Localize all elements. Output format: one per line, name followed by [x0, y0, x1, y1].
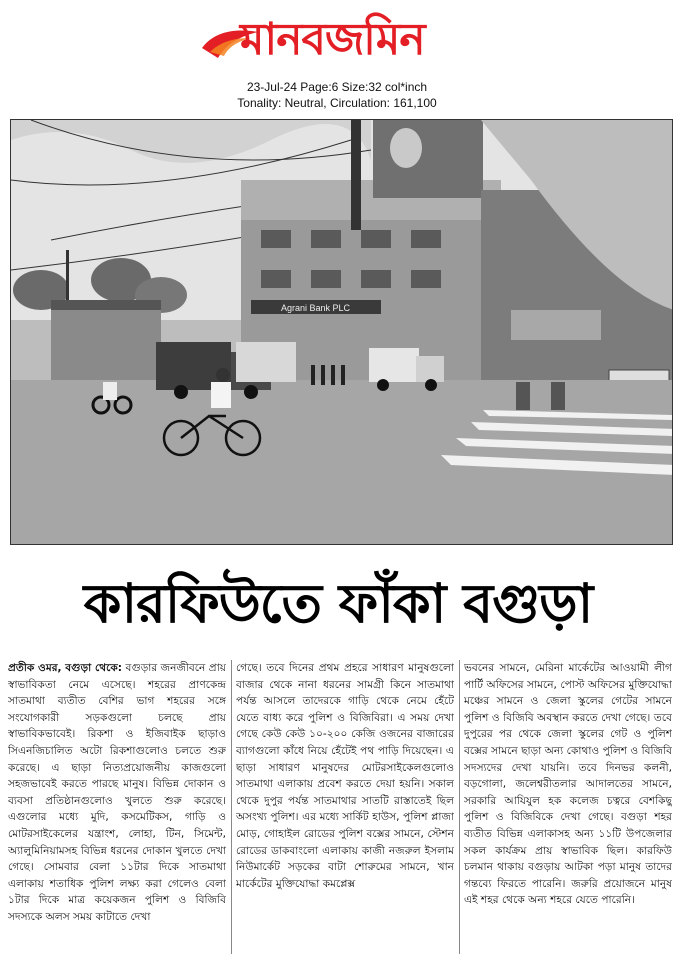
- logo-text: মানবজমিন: [240, 14, 425, 65]
- bank-sign: Agrani Bank PLC: [281, 303, 351, 313]
- clip-meta-tonality: Tonality: Neutral, Circulation: 161,100: [237, 96, 437, 110]
- newspaper-logo: [200, 8, 480, 74]
- article-text-col3: ভবনের সামনে, মেরিনা মার্কেটের আওয়ামী লীগ পার্টি অফিসের সামনে, পোস্ট অফিসের মুক্তিযোদ্ধা মঞ্চের সামনে ও জেলা স্কুলের গেটের সামনে পুলিশ ও বিজিবি অবস্থান করতে দেখা গেছে। তবে দুপুরের পর থেকে জেলা স্কুলের গেট ও পুলিশ বক্সের সামনে ছাড়া অন্য কোথাও পুলিশ ও বিজিবি সদস্যদের দেখা যায়নি। তবে দিনভর কলনী, বড়গোলা, জলেশ্বরীতলার আদালতের সামনে, সরকারি আযিযুল হক কলেজ চত্বরে বেশকিছু পুলিশ ও বিজিবিকে দেখা গেছে। বগুড়া শহর ব্যতীত বিভিন্ন এলাকাসহ অন্য ১১টি উপজেলার সকল কার্যক্রম প্রায় স্বাভাবিক ছিল। কারফিউ চলমান থাকায় বগুড়ায় আটকা পড়া মানুষ তাদের গন্তব্যে ফিরতে পারেনি। জরুরি প্রয়োজনে মানুষ এই শহর থেকে অন্য শহরে যেতে পারেনি।: [464, 662, 672, 907]
- article-byline: প্রতীক ওমর, বগুড়া থেকে:: [8, 662, 123, 674]
- article-text-col1: বগুড়ার জনজীবনে প্রায় স্বাভাবিকতা নেমে এসেছে। শহরের প্রাণকেন্দ্র সাতমাথা ব্যতীত বেশির ভাগ শহরের সঙ্গে সংযোগকারী সড়কগুলো চলছে প্রায় স্বাভাবিকভাবেই। রিকশা ও ইজিবাইক ছাড়াও সিএনজিচালিত অটো রিকশাগুলোও চলতে শুরু করেছে। এ ছাড়া নিত্যপ্রয়োজনীয় কাজগুলো সহজভাবেই করতে পারছে মানুষ। বিভিন্ন দোকান ও ব্যবসা প্রতিষ্ঠানগুলোও খুলতে শুরু করেছে। এগুলোর মধ্যে মুদি, কসমেটিকস, গাড়ি ও মোটরসাইকেলের যন্ত্রাংশ, লোহা, টিন, সিমেন্ট, অ্যালুমিনিয়ামসহ বিভিন্ন ধরনের দোকান খুলতে দেখা গেছে। সোমবার বেলা ১১টার দিকে সাতমাথা এলাকায় শতাধিক পুলিশ লক্ষ্য করা গেলেও বেলা ১টার দিকে মাত্র কয়েকজন পুলিশ ও বিজিবি সদস্যকে অলস সময় কাটাতে দেখা: [8, 662, 226, 923]
- clip-meta-date-page: 23-Jul-24 Page:6 Size:32 col*inch: [246, 80, 428, 94]
- article-column-3: [464, 660, 672, 954]
- article-text-col2: গেছে। তবে দিনের প্রথম প্রহরে সাধারণ মানুষগুলো বাজার থেকে নানা ধরনের সামগ্রী কিনে সাতমাথা পর্যন্ত আসলে তাদেরকে গাড়ি থেকে নেমে হেঁটে যেতে বাধ্য করে পুলিশ ও বিজিবিরা। এ সময় দেখা গেছে কেউ কেউ ১০-২০০ কেজি ওজনের বাজারের ব্যাগগুলো কাঁধে নিয়ে হেঁটেই পথ পাড়ি দিয়েছেন। এ ছাড়া সাধারণ মানুষদের মোটরসাইকেলগুলোও সাতমাথা এলাকায় প্রবেশ করতে দেয়া হয়নি। সকাল থেকে দুপুর পর্যন্ত সাতমাথার সাতটি রাস্তাতেই ছিল অসংখ্য পুলিশ। এর মধ্যে সার্কিট হাউস, পুলিশ প্লাজা মোড়, গোহাইল রোডের পুলিশ বক্সের সামনে, স্টেশন রোডের ডাকবাংলো এলাকায় কাজী নজরুল ইসলাম নিউমার্কেট সড়কের বাটা শোরুমের সামনে, খান মার্কেটের মুক্তিযোদ্ধা কমপ্লেক্স: [236, 662, 454, 890]
- news-photo: [10, 119, 673, 545]
- street-photo-illustration: [11, 120, 673, 545]
- article-headline: কারফিউতে ফাঁকা বগুড়া: [83, 572, 593, 635]
- column-divider: [459, 660, 460, 954]
- article-column-2: [236, 660, 454, 954]
- article-body: [8, 660, 672, 954]
- column-divider: [231, 660, 232, 954]
- article-column-1: [8, 660, 226, 954]
- masthead: [0, 0, 674, 112]
